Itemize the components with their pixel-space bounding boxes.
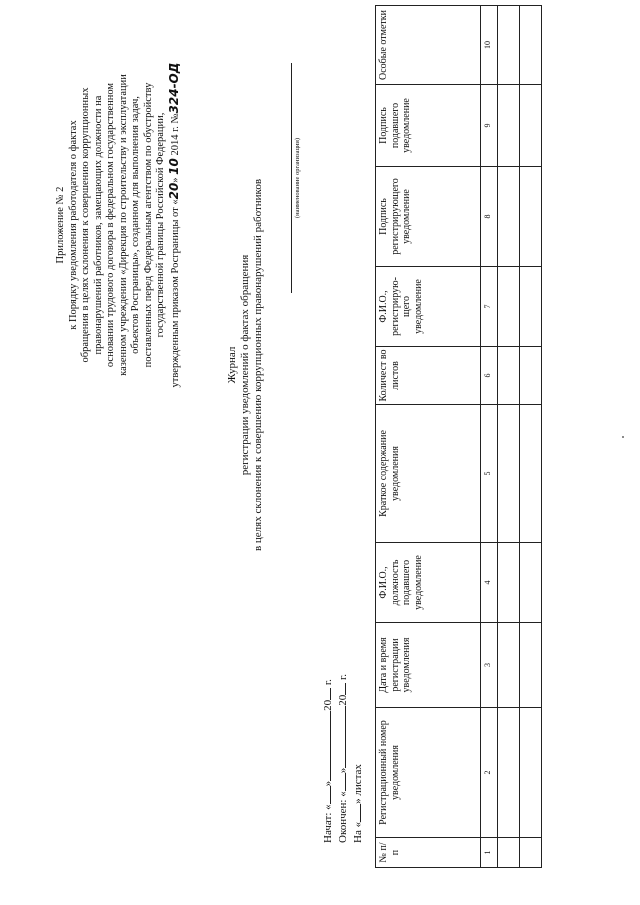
table-cell bbox=[498, 543, 520, 623]
ended-suffix: г. bbox=[337, 673, 349, 683]
sheets-label: На « bbox=[352, 821, 364, 843]
table-cell bbox=[498, 267, 520, 347]
header-sheet-count: Количест во листов bbox=[376, 347, 481, 405]
started-day-blank bbox=[320, 786, 331, 804]
ended-year: 20 bbox=[337, 694, 349, 706]
ended-label: Окончен: « bbox=[337, 791, 349, 843]
started-line bbox=[320, 598, 335, 843]
table-cell bbox=[498, 6, 520, 85]
registration-journal-table bbox=[375, 5, 542, 868]
approval-prefix: утвержденным приказом Росграницы от « bbox=[169, 199, 181, 388]
sheets-line bbox=[350, 598, 365, 843]
started-suffix: г. bbox=[322, 679, 334, 688]
table-cell bbox=[498, 708, 520, 838]
table-cell bbox=[520, 347, 542, 405]
started-month-blank bbox=[320, 711, 331, 781]
table-cell bbox=[498, 85, 520, 167]
column-number: 2 bbox=[481, 708, 498, 838]
table-cell bbox=[520, 708, 542, 838]
handwritten-month: 10 bbox=[166, 158, 181, 175]
title-line: регистрации уведомлений о фактах обращения bbox=[239, 254, 251, 476]
ended-day-blank bbox=[335, 773, 346, 791]
header-registration-number: Регистрационный номер уведомления bbox=[376, 708, 481, 838]
started-label: Начат: « bbox=[322, 804, 334, 843]
table-cell bbox=[520, 85, 542, 167]
sheets-count-blank bbox=[350, 804, 361, 822]
annex-line: объектов Росграницы», созданном для выполнения задач, bbox=[130, 96, 141, 354]
started-mid: » bbox=[322, 780, 334, 787]
annex-line: государственной границы Российской Федерации, bbox=[155, 112, 166, 338]
header-submitter-signature: Подпись подавшего уведомление bbox=[376, 85, 481, 167]
column-number: 5 bbox=[481, 405, 498, 543]
header-registrar-signature: Подпись регистрирующего уведомление bbox=[376, 167, 481, 267]
annex-line: казенном учреждении «Дирекция по строительству и эксплуатации bbox=[117, 74, 129, 376]
header-submitter-name: Ф.И.О., должность подавшего уведомление bbox=[376, 543, 481, 623]
table-cell bbox=[520, 405, 542, 543]
column-number: 6 bbox=[481, 347, 498, 405]
title-line: в целях склонения к совершению коррупционных правонарушений работников bbox=[252, 178, 264, 552]
approval-day-close: » bbox=[169, 174, 181, 183]
ended-mid: » bbox=[337, 767, 349, 774]
handwritten-order-number: 324-ОД bbox=[166, 62, 181, 114]
table-cell bbox=[498, 623, 520, 708]
sheets-suffix: » листах bbox=[352, 764, 364, 804]
column-number: 9 bbox=[481, 85, 498, 167]
table-cell bbox=[520, 623, 542, 708]
column-number: 4 bbox=[481, 543, 498, 623]
table-row bbox=[520, 6, 542, 868]
journal-dates bbox=[320, 598, 365, 843]
table-cell bbox=[498, 838, 520, 868]
column-number: 3 bbox=[481, 623, 498, 708]
annex-line: правонарушений работников, замещающих должности на bbox=[92, 95, 104, 355]
annex-line: поставленных перед Федеральным агентством по обустройству bbox=[142, 82, 154, 368]
column-number: 8 bbox=[481, 167, 498, 267]
started-year: 20 bbox=[322, 699, 334, 711]
annex-line: основании трудового договора в федеральном государственном bbox=[105, 82, 116, 368]
table-row bbox=[498, 6, 520, 868]
header-summary: Краткое содержание уведомления bbox=[376, 405, 481, 543]
annex-line: к Порядку уведомления работодателя о фактах bbox=[67, 120, 79, 330]
ended-month-blank bbox=[335, 706, 346, 768]
ended-line bbox=[335, 598, 350, 843]
table-cell bbox=[520, 167, 542, 267]
table-cell bbox=[520, 6, 542, 85]
scan-speck bbox=[622, 436, 624, 438]
header-special-notes: Особые отметки bbox=[376, 6, 481, 85]
annex-line: Приложение № 2 bbox=[55, 186, 66, 264]
header-registration-datetime: Дата и время регистрации уведомления bbox=[376, 623, 481, 708]
header-registrar-name: Ф.И.О., регистрирую-щего уведомление bbox=[376, 267, 481, 347]
table-header-row bbox=[376, 6, 481, 868]
table-cell bbox=[520, 543, 542, 623]
journal-title bbox=[226, 145, 265, 585]
table-cell bbox=[520, 267, 542, 347]
header-number: № п/п bbox=[376, 838, 481, 868]
annex-header bbox=[55, 45, 182, 405]
column-number: 10 bbox=[481, 6, 498, 85]
title-line: Журнал bbox=[226, 346, 238, 384]
table-cell bbox=[498, 405, 520, 543]
table-cell bbox=[498, 347, 520, 405]
approval-line bbox=[168, 45, 183, 405]
handwritten-day: 20 bbox=[166, 182, 181, 200]
started-year-blank bbox=[320, 688, 331, 700]
approval-year: 2014 г. № bbox=[169, 113, 181, 159]
column-number: 1 bbox=[481, 838, 498, 868]
column-number-row bbox=[481, 6, 498, 868]
table-cell bbox=[520, 838, 542, 868]
organization-name-line: (наименование организации) bbox=[291, 63, 302, 293]
column-number: 7 bbox=[481, 267, 498, 347]
annex-line: обращения в целях склонения к совершению коррупционных bbox=[80, 87, 91, 363]
table-cell bbox=[498, 167, 520, 267]
ended-year-blank bbox=[335, 683, 346, 695]
